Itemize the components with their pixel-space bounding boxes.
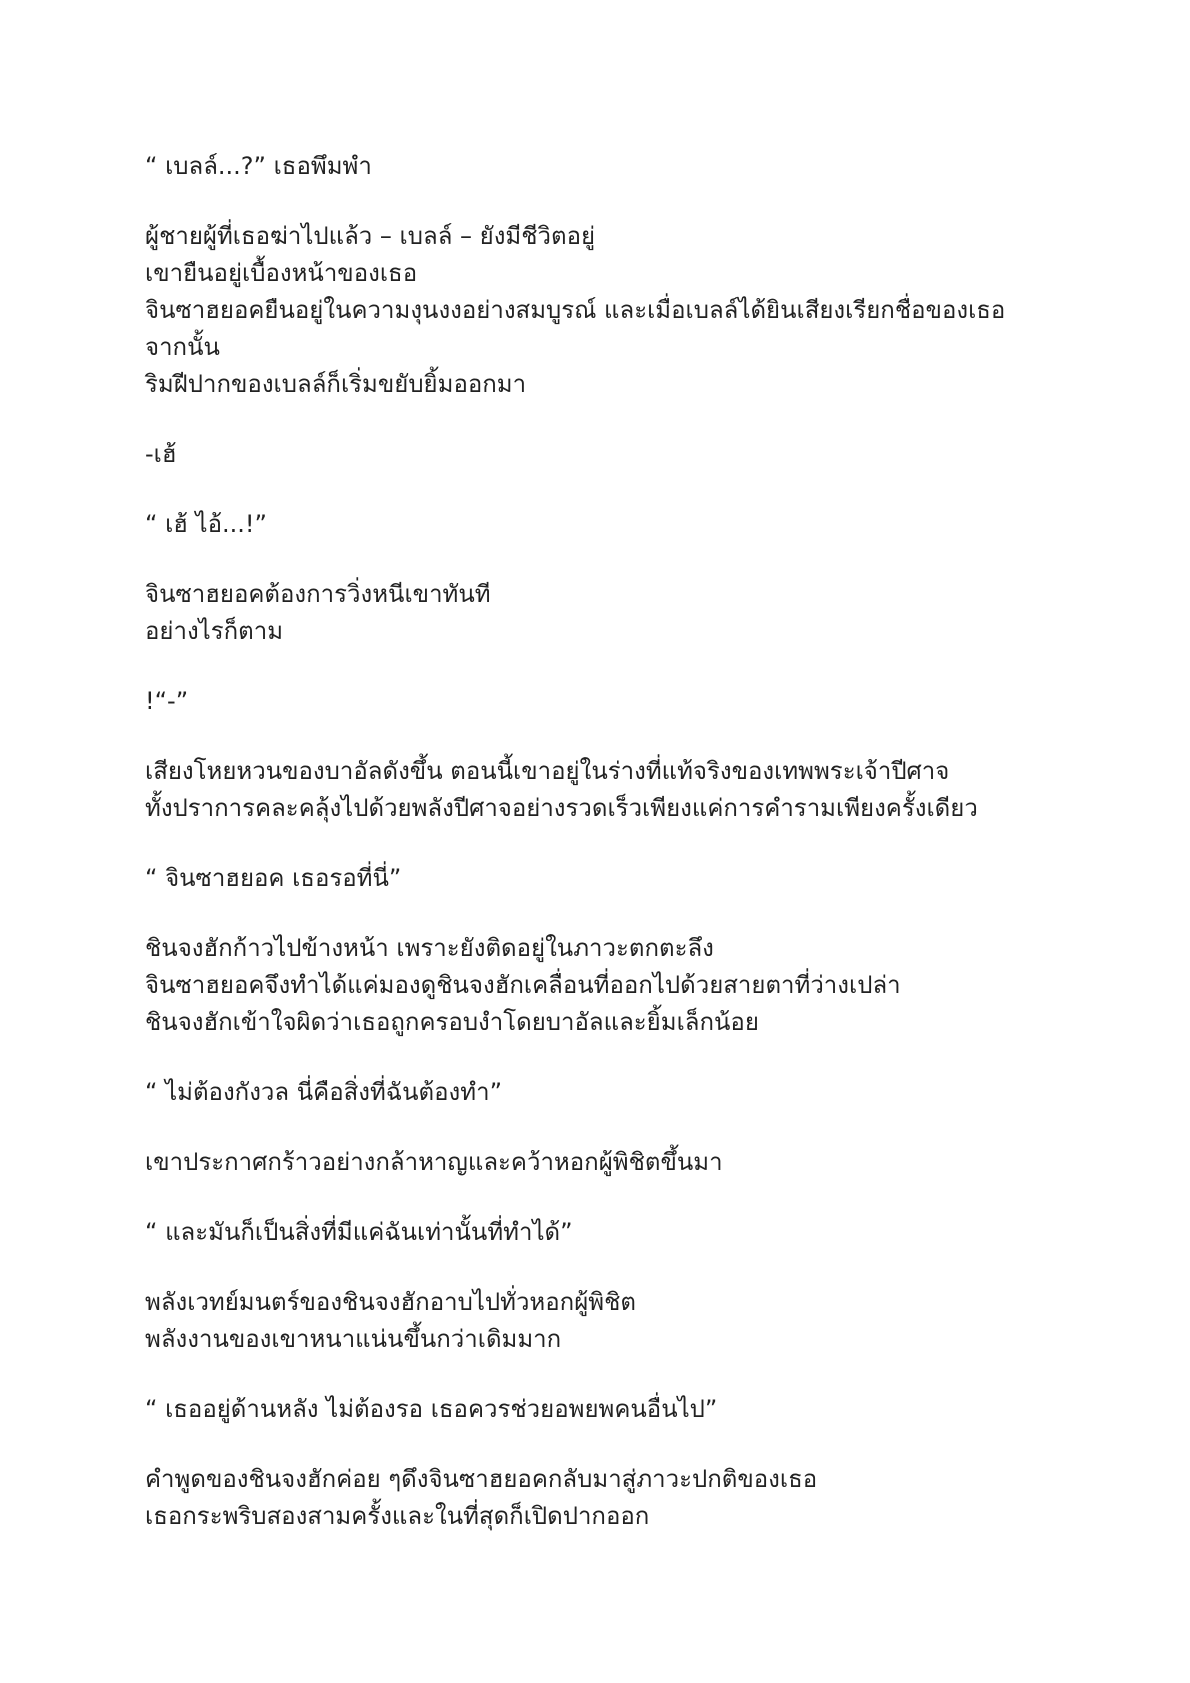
- text-line: ผู้ชายผู้ที่เธอฆ่าไปแล้ว – เบลล์ – ยังมีชีวิตอยู่: [145, 222, 596, 250]
- text-line: “ เธออยู่ด้านหลัง ไม่ต้องรอ เธอควรช่วยอพยพคนอื่นไป”: [145, 1395, 718, 1423]
- paragraph: [145, 930, 1050, 1041]
- text-line: อย่างไรก็ตาม: [145, 617, 284, 645]
- text-line: เธอกระพริบสองสามครั้งและในที่สุดก็เปิดปากออก: [145, 1502, 650, 1530]
- paragraph: [145, 683, 1050, 720]
- paragraph: [145, 1284, 1050, 1358]
- paragraph: [145, 218, 1050, 403]
- text-line: เขายืนอยู่เบื้องหน้าของเธอ: [145, 259, 418, 287]
- text-line: จากนั้น: [145, 333, 220, 361]
- text-line: ชินจงฮักเข้าใจผิดว่าเธอถูกครอบงำโดยบาอัลและยิ้มเล็กน้อย: [145, 1008, 759, 1036]
- text-line: -เฮ้: [145, 440, 177, 468]
- text-line: จินซาฮยอคยืนอยู่ในความงุนงงอย่างสมบูรณ์ และเมื่อเบลล์ได้ยินเสียงเรียกชื่อของเธอ: [145, 296, 1006, 324]
- text-line: พลังงานของเขาหนาแน่นขึ้นกว่าเดิมมาก: [145, 1325, 562, 1353]
- paragraph: [145, 148, 1050, 185]
- text-line: “ เฮ้ ไอ้...!”: [145, 510, 267, 538]
- text-line: เสียงโหยหวนของบาอัลดังขึ้น ตอนนี้เขาอยู่ในร่างที่แท้จริงของเทพพระเจ้าปีศาจ: [145, 757, 950, 785]
- paragraph: [145, 436, 1050, 473]
- text-line: !“-”: [145, 687, 189, 715]
- text-line: จินซาฮยอคจึงทำได้แค่มองดูชินจงฮักเคลื่อนที่ออกไปด้วยสายตาที่ว่างเปล่า: [145, 971, 901, 999]
- text-line: ริมฝีปากของเบลล์ก็เริ่มขยับยิ้มออกมา: [145, 370, 527, 398]
- paragraph: [145, 1391, 1050, 1428]
- paragraph: [145, 1214, 1050, 1251]
- text-line: ชินจงฮักก้าวไปข้างหน้า เพราะยังติดอยู่ในภาวะตกตะลึง: [145, 934, 714, 962]
- paragraph: [145, 1461, 1050, 1535]
- text-line: คำพูดของชินจงฮักค่อย ๆดึงจินซาฮยอคกลับมาสู่ภาวะปกติของเธอ: [145, 1465, 818, 1493]
- paragraph: [145, 1074, 1050, 1111]
- text-line: ทั้งปราการคละคลุ้งไปด้วยพลังปีศาจอย่างรวดเร็วเพียงแค่การคำรามเพียงครั้งเดียว: [145, 794, 978, 822]
- paragraph: [145, 576, 1050, 650]
- document-body: [145, 148, 1050, 1568]
- text-line: “ และมันก็เป็นสิ่งที่มีแค่ฉันเท่านั้นที่ทำได้”: [145, 1218, 573, 1246]
- text-line: “ เบลล์...?” เธอพึมพำ: [145, 152, 372, 180]
- text-line: “ ไม่ต้องกังวล นี่คือสิ่งที่ฉันต้องทำ”: [145, 1078, 502, 1106]
- paragraph: [145, 860, 1050, 897]
- text-line: จินซาฮยอคต้องการวิ่งหนีเขาทันที: [145, 580, 491, 608]
- text-line: “ จินซาฮยอค เธอรอที่นี่”: [145, 864, 402, 892]
- paragraph: [145, 1144, 1050, 1181]
- paragraph: [145, 506, 1050, 543]
- text-line: พลังเวทย์มนตร์ของชินจงฮักอาบไปทั่วหอกผู้พิชิต: [145, 1288, 636, 1316]
- paragraph: [145, 753, 1050, 827]
- text-line: เขาประกาศกร้าวอย่างกล้าหาญและคว้าหอกผู้พิชิตขึ้นมา: [145, 1148, 723, 1176]
